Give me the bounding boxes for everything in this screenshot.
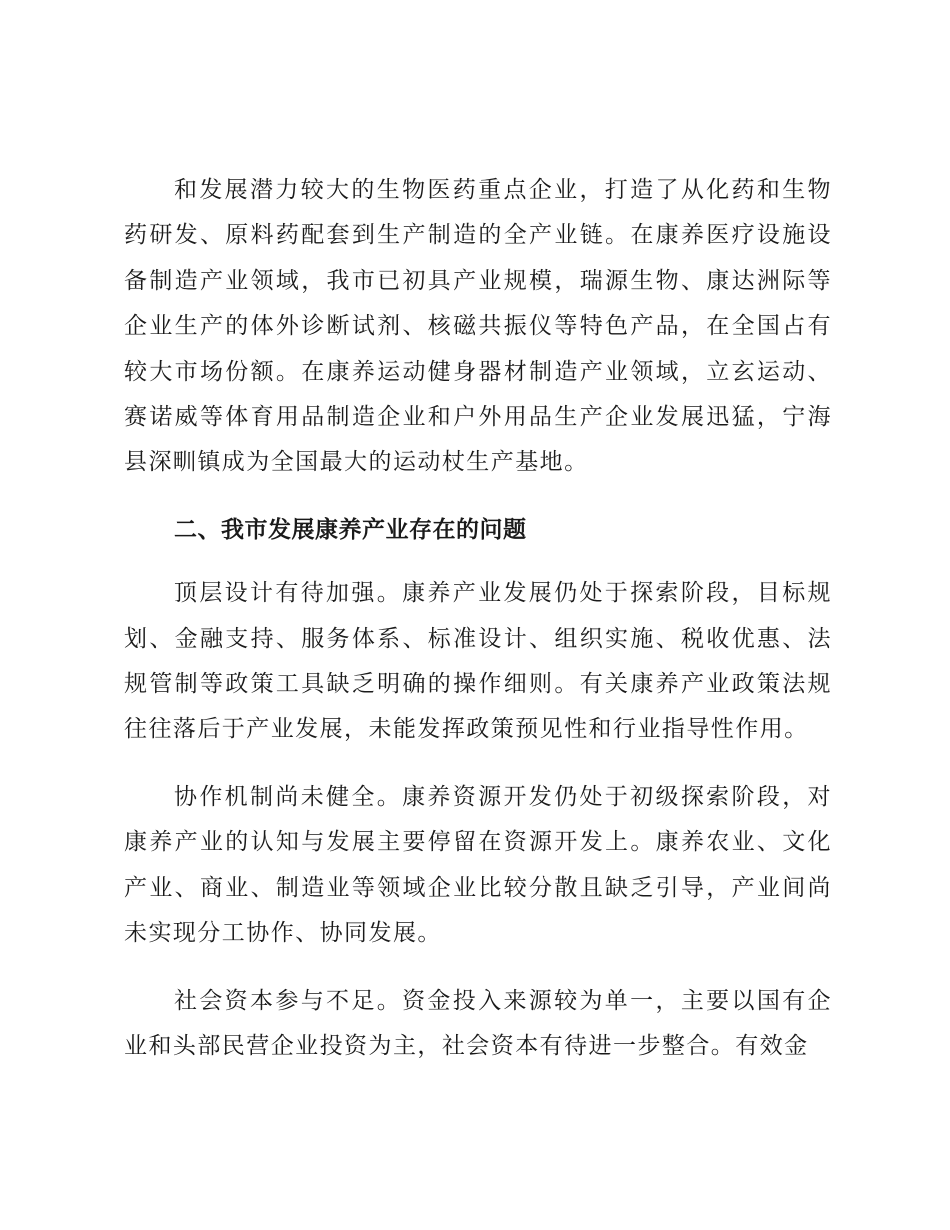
- section-heading: 二、我市发展康养产业存在的问题: [174, 516, 527, 543]
- paragraph-biomedical-industry: 和发展潜力较大的生物医药重点企业，打造了从化药和生物药研发、原料药配套到生产制造的全产业链。在康养医疗设施设备制造产业领域，我市已初具产业规模，瑞源生物、康达洲际等企业生产的体外诊断试剂、核磁共振仪等特色产品，在全国占有较大市场份额。在康养运动健身器材制造产业领域，立玄运动、赛诺威等体育用品制造企业和户外用品生产企业发展迅猛，宁海县深甽镇成为全国最大的运动杖生产基地。: [124, 177, 832, 476]
- paragraph-cooperation-mechanism: 协作机制尚未健全。康养资源开发仍处于初级探索阶段，对康养产业的认知与发展主要停留在资源开发上。康养农业、文化产业、商业、制造业等领域企业比较分散且缺乏引导，产业间尚未实现分工协作、协同发展。: [124, 783, 832, 947]
- paragraph-social-capital: 社会资本参与不足。资金投入来源较为单一，主要以国有企业和头部民营企业投资为主，社会资本有待进一步整合。有效金: [124, 987, 832, 1059]
- paragraph-top-level-design: 顶层设计有待加强。康养产业发展仍处于探索阶段，目标规划、金融支持、服务体系、标准设计、组织实施、税收优惠、法规管制等政策工具缺乏明确的操作细则。有关康养产业政策法规往往落后于产业发展，未能发挥政策预见性和行业指导性作用。: [124, 580, 832, 743]
- document-page: [124, 168, 832, 1091]
